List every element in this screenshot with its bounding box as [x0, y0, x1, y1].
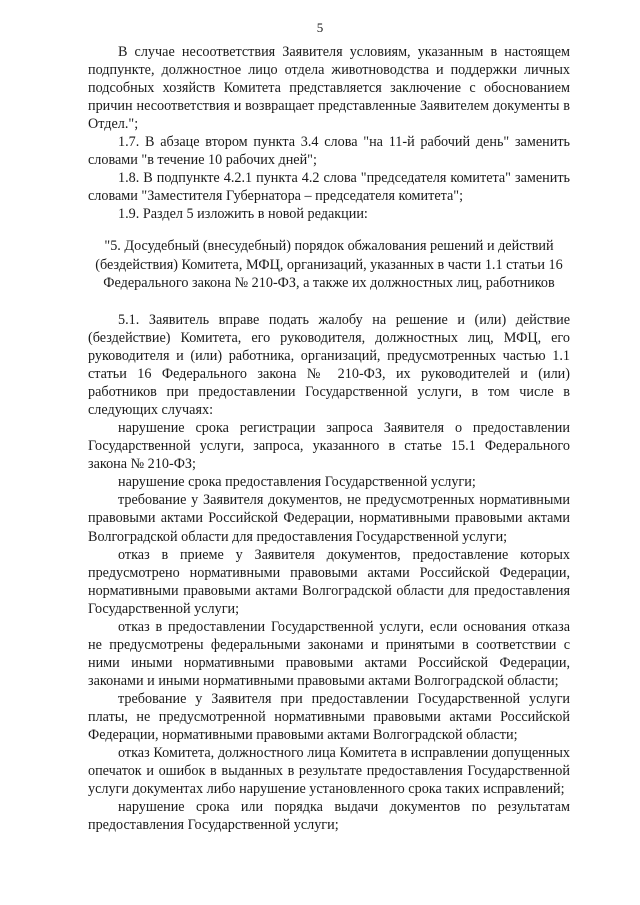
case-service-deadline: нарушение срока предоставления Государственной услуги;	[118, 474, 476, 491]
case-error-correction-refusal: отказ Комитета, должностного лица Комитета в исправлении допущенных опечаток и ошибок в выданных в результате предоставления Государственной услуги документах либо нарушение установленного срока таких исправлений;	[88, 745, 570, 798]
section-5-heading: "5. Досудебный (внесудебный) порядок обжалования решений и действий (бездействия) Комитета, МФЦ, организаций, указанных в части 1.1 статьи 16 Федерального закона № 210-ФЗ, а также их должностных лиц, работников	[95, 238, 563, 292]
page-number: 5	[316, 20, 324, 35]
paragraph-item-1-9: 1.9. Раздел 5 изложить в новой редакции:	[118, 206, 368, 223]
case-document-issuance: нарушение срока или порядка выдачи документов по результатам предоставления Государственной услуги;	[88, 799, 570, 834]
case-registration-deadline: нарушение срока регистрации запроса Заявителя о предоставлении Государственной услуги, запроса, указанного в статье 15.1 Федерального закона № 210-ФЗ;	[88, 420, 570, 473]
case-refusal-to-accept: отказ в приеме у Заявителя документов, предоставление которых предусмотрено нормативными правовыми актами Российской Федерации, нормативными правовыми актами Волгоградской области для предоставления Государственной услуги;	[88, 546, 570, 617]
case-extra-documents: требование у Заявителя документов, не предусмотренных нормативными правовыми актами Российской Федерации, нормативными правовыми актами Волгоградской области для предоставления Государственной услуги;	[88, 492, 570, 545]
paragraph-item-1-8: 1.8. В подпункте 4.2.1 пункта 4.2 слова "председателя комитета" заменить словами "Заместителя Губернатора – председателя комитета";	[88, 170, 570, 205]
document-body	[88, 43, 570, 834]
paragraph-item-1-7: 1.7. В абзаце втором пункта 3.4 слова "на 11-й рабочий день" заменить словами "в течение 10 рабочих дней";	[88, 134, 570, 169]
paragraph-5-1: 5.1. Заявитель вправе подать жалобу на решение и (или) действие (бездействие) Комитета, его руководителя, должностных лиц, МФЦ, его руководителя и (или) работника, организаций, предусмотренных частью 1.1 статьи 16 Федерального закона № 210-ФЗ, их руководителей и (или) работников при предоставлении Государственной услуги, в том числе в следующих случаях:	[88, 311, 570, 419]
case-unlawful-fee: требование у Заявителя при предоставлении Государственной услуги платы, не предусмотренной нормативными правовыми актами Российской Федерации, нормативными правовыми актами Волгоградской области;	[88, 690, 570, 744]
paragraph-mismatch-conclusion: В случае несоответствия Заявителя условиям, указанным в настоящем подпункте, должностное лицо отдела животноводства и поддержки личных подсобных хозяйств Комитета представляется заключение с обоснованием причин несоответствия и возвращает представленные Заявителем документы в Отдел.";	[88, 44, 570, 133]
case-refusal-of-service: отказ в предоставлении Государственной услуги, если основания отказа не предусмотрены федеральными законами и принятыми в соответствии с ними иными нормативными правовыми актами Российской Федерации, законами и иными нормативными правовыми актами Волгоградской области;	[88, 618, 570, 689]
